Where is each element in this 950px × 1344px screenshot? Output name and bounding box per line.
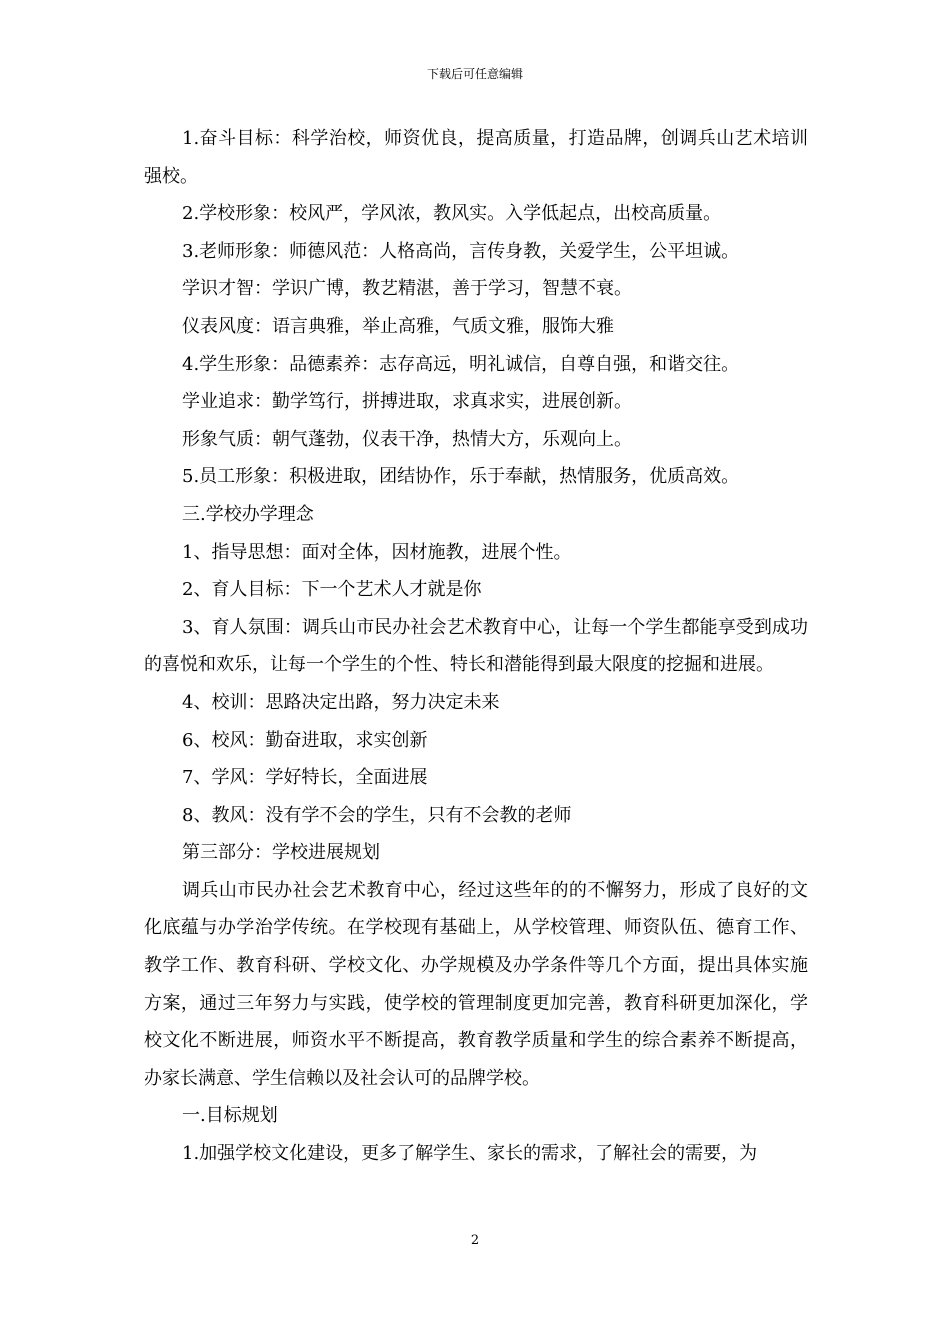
section-heading-goal-planning: 一.目标规划: [182, 1105, 278, 1127]
paragraph-school-style: 6、校风：勤奋进取，求实创新: [182, 729, 428, 751]
section-heading-part-three: 第三部分：学校进展规划: [182, 842, 380, 864]
paragraph-development-overview: 调兵山市民办社会艺术教育中心，经过这些年的的不懈努力，形成了良好的文化底蕴与办学治学传统。在学校现有基础上，从学校管理、师资队伍、德育工作、教学工作、教育科研、学校文化、办学规模及办学条件等几个方面，提出具体实施方案，通过三年努力与实践，使学校的管理制度更加完善，教育科研更加深化，学校文化不断进展，师资水平不断提高，教育教学质量和学生的综合素养不断提高，办家长满意、学生信赖以及社会认可的品牌学校。: [144, 879, 808, 1089]
paragraph-student-image: 4.学生形象：品德素养：志存高远，明礼诚信，自尊自强，和谐交往。: [182, 353, 740, 375]
paragraph-staff-image: 5.员工形象：积极进取，团结协作，乐于奉献，热情服务，优质高效。: [182, 466, 740, 488]
paragraph-school-image: 2.学校形象：校风严，学风浓，教风实。入学低起点，出校高质量。: [182, 203, 722, 225]
paragraph-guiding-thought: 1、指导思想：面对全体，因材施教，进展个性。: [182, 541, 572, 563]
paragraph-school-motto: 4、校训：思路决定出路，努力决定未来: [182, 691, 500, 713]
paragraph-teacher-knowledge: 学识才智：学识广博，教艺精湛，善于学习，智慧不衰。: [182, 278, 632, 300]
paragraph-teacher-image: 3.老师形象：师德风范：人格高尚，言传身教，关爱学生，公平坦诚。: [182, 240, 740, 262]
paragraph-education-goal: 2、育人目标：下一个艺术人才就是你: [182, 579, 482, 601]
page-header-note: 下载后可任意编辑: [426, 67, 523, 81]
paragraph-teacher-manner: 仪表风度：语言典雅，举止高雅，气质文雅，服饰大雅: [182, 315, 614, 337]
document-body: [144, 120, 808, 1173]
page-number: 2: [470, 1233, 480, 1248]
paragraph-teaching-style: 8、教风：没有学不会的学生，只有不会教的老师: [182, 804, 572, 826]
paragraph-education-atmosphere: 3、育人氛围：调兵山市民办社会艺术教育中心，让每一个学生都能享受到成功的喜悦和欢乐，让每一个学生的个性、特长和潜能得到最大限度的挖掘和进展。: [144, 616, 808, 676]
paragraph-goal: 1.奋斗目标：科学治校，师资优良，提高质量，打造品牌，创调兵山艺术培训强校。: [144, 128, 808, 187]
paragraph-student-temperament: 形象气质：朝气蓬勃，仪表干净，热情大方，乐观向上。: [182, 428, 632, 450]
paragraph-study-style: 7、学风：学好特长，全面进展: [182, 767, 428, 789]
section-heading-philosophy: 三.学校办学理念: [182, 503, 314, 525]
paragraph-culture-building: 1.加强学校文化建设，更多了解学生、家长的需求，了解社会的需要，为: [182, 1143, 758, 1165]
paragraph-student-study: 学业追求：勤学笃行，拼搏进取，求真求实，进展创新。: [182, 391, 632, 413]
